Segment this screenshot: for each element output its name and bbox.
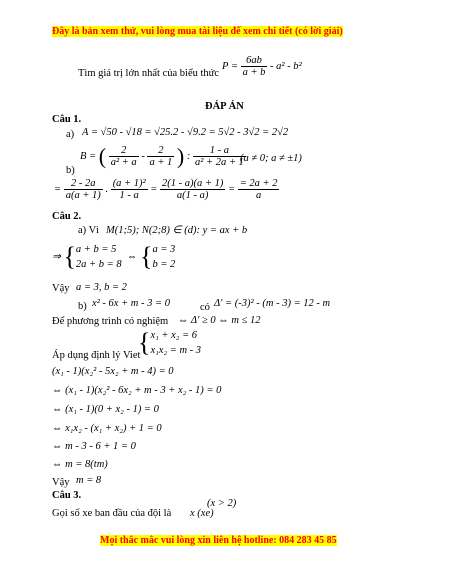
q1b-expression: B = ( $\frac{2}{\text{a² + a}}$ - $\frac{2}{a + 1}$ ) : $\frac{1 - a}{\text{a² + 2a + 1}}$ [80,143,244,169]
q2b-label: b) [78,301,87,312]
q3-condition: (x > 2) [207,498,237,509]
q2b-condition-expr: ⇔ Δ' ≥ 0 ⇔ m ≤ 12 [178,315,261,326]
q1b-simplification: = $\frac{2 - 2a}{a(a + 1)}$ . $\frac{\text{(a + 1)²}}{1 - a}$ = $\frac{2(1 - a)(a + 1)}{a(1 - a)}$ = $\frac{= 2a + 2}{a}$ [54,178,278,201]
q3-text: Gọi số xe ban đầu của đội là [52,508,172,519]
answer-title: ĐÁP ÁN [205,101,244,112]
q3-variable: x (xe) [190,508,214,519]
intro-text: Tìm giá trị lớn nhất của biểu thức [78,68,219,79]
q2-conclusion-label: Vậy [52,477,70,488]
q2a-conclusion-label: Vậy [52,283,70,294]
question-2-heading: Câu 2. [52,211,82,222]
q2b-delta: Δ' = (-3)² - (m - 3) = 12 - m [214,298,331,309]
q2b-equation: x² - 6x + m - 3 = 0 [92,298,170,309]
step-4: ⇔ x₁x₂ - (x₁ + x₂) + 1 = 0 [52,423,162,434]
intro-formula: P = $\frac{6ab}{a + b}$ - a² - b² [222,55,302,78]
q2a-label: a) Vì [78,225,100,236]
q1a-label: a) [66,129,75,140]
q1b-condition: (a ≠ 0; a ≠ ±1) [240,153,302,164]
step-6: ⇔ m = 8(tm) [52,459,108,470]
question-1-heading: Câu 1. [52,114,82,125]
viet-system: {x₁ + x₂ = 6 x₁x₂ = m - 3 [138,328,202,357]
step-2: ⇔ (x₁ - 1)(x₂² - 6x₂ + m - 3 + x₂ - 1) = 0 [52,385,222,396]
q1b-label: b) [66,165,75,176]
q2b-condition-text: Để phương trình có nghiệm [52,316,169,327]
viet-text: Áp dụng định lý Viet [52,350,141,361]
preview-banner: Đây là bản xem thử, vui lòng mua tài liệu để xem chi tiết (có lời giải) [52,26,343,37]
q1a-expression: A = √50 - √18 = √25.2 - √9.2 = 5√2 - 3√2 = 2√2 [82,127,289,138]
q2b-co: có [200,302,210,313]
step-5: ⇔ m - 3 - 6 + 1 = 0 [52,441,136,452]
q2a-system: ⇒ {a + b = 5 2a + b = 8 ⇔ {a = 3 b = 2 [52,242,176,271]
step-1: (x₁ - 1)(x₂² - 5x₂ + m - 4) = 0 [52,366,174,377]
q2-final-result: m = 8 [76,475,102,486]
q2a-points: M(1;5); N(2;8) ∈ (d): y = ax + b [106,225,248,236]
question-3-heading: Câu 3. [52,490,82,501]
step-3: ⇔ (x₁ - 1)(0 + x₂ - 1) = 0 [52,404,159,415]
q2a-result: a = 3, b = 2 [76,282,127,293]
hotline-banner: Mọi thắc mắc vui lòng xin liên hệ hotline: 084 283 45 85 [100,535,337,546]
